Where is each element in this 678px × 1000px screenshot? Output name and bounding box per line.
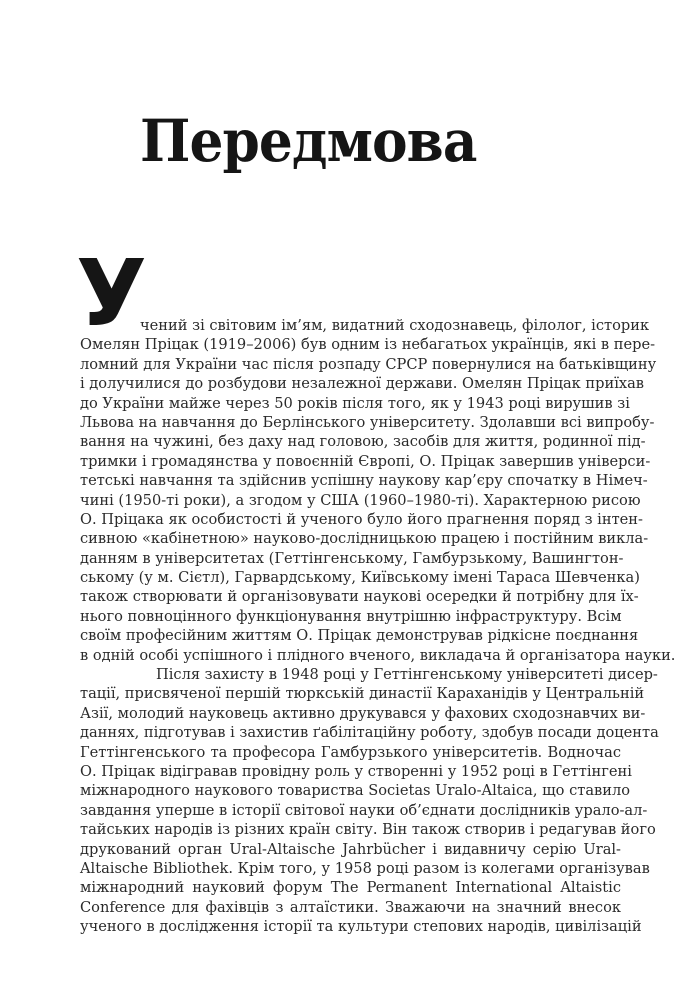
text-line: тайських народів із різних країн світу. Він також створив і редагував його	[80, 821, 656, 839]
text-line: Altaische Bibliothek. Крім того, у 1958 році разом із колегами організував	[80, 859, 650, 877]
text-line: тації, присвяченої першій тюркській династії Караханідів у Центральній	[80, 685, 645, 703]
text-line: Львова на навчання до Берлінського університету. Здолавши всі випробу-	[80, 413, 655, 431]
text-line: даннях, підготував і захистив ґабілітаційну роботу, здобув посади доцента	[80, 724, 659, 742]
text-line: в одній особі успішного і плідного вченого, викладача й організатора науки.	[80, 646, 676, 664]
text-line: і долучилися до розбудови незалежної держави. Омелян Пріцак приїхав	[80, 375, 645, 393]
text-line: Азії, молодий науковець активно друкувався у фахових сходознавчих ви-	[80, 704, 646, 722]
text-line: друкований орган Ural-Altaische Jahrbücher і видавничу серію Ural-	[80, 840, 621, 858]
paragraph-1	[80, 316, 676, 665]
text-line: завдання уперше в історії світової науки об’єднати дослідників урало-ал-	[80, 801, 648, 819]
text-line: також створювати й організовувати наукові осередки й потрібну для їх-	[80, 588, 639, 606]
text-line: ученого в дослідження історії та культури степових народів, цивілізацій	[80, 918, 642, 936]
text-line: вання на чужині, без даху над головою, засобів для життя, родинної під-	[80, 433, 646, 451]
text-line: данням в університетах (Геттінгенському, Гамбурзькому, Вашингтон-	[80, 549, 624, 567]
text-line: Після захисту в 1948 році у Геттінгенському університеті дисер-	[156, 666, 658, 684]
text-line: ломний для України час після розпаду СРСР повернулися на батьківщину	[80, 355, 657, 373]
text-line: чині (1950-ті роки), а згодом у США (1960–1980-ті). Характерною рисою	[80, 491, 641, 509]
text-line: Омелян Пріцак (1919–2006) був одним із небагатьох українців, які в пере-	[80, 336, 656, 354]
text-line: сивною «кабінетною» науково-дослідницькою працею і постійним викла-	[80, 530, 649, 548]
paragraph-2	[80, 665, 659, 936]
text-line: тримки і громадянства у повоєнній Європі, О. Пріцак завершив універси-	[80, 452, 651, 470]
text-line: Геттінгенського та професора Гамбурзького університетів. Водночас	[80, 743, 621, 761]
text-line: міжнародного наукового товариства Societas Uralo-Altaica, що ставило	[80, 782, 631, 800]
text-line: нього повноцінного функціонування внутрішню інфраструктуру. Всім	[80, 607, 622, 625]
body-text	[80, 316, 676, 937]
text-line: чений зі світовим ім’ям, видатний сходознавець, філолог, історик	[140, 317, 650, 334]
text-line: своїм професійним життям О. Пріцак демонстрував рідкісне поєднання	[80, 627, 639, 645]
text-line: міжнародний науковий форум The Permanent International Altaistic	[80, 879, 621, 897]
text-line: Conference для фахівців з алтаїстики. Зважаючи на значний внесок	[80, 898, 621, 916]
text-line: О. Пріцака як особистості й ученого було його прагнення поряд з інтен-	[80, 510, 643, 528]
page-title: Передмова	[140, 107, 477, 175]
drop-cap: У	[76, 240, 147, 347]
text-line: ському (у м. Сієтл), Гарвардському, Київському імені Тараса Шевченка)	[80, 569, 640, 587]
text-line: О. Пріцак відігравав провідну роль у створенні у 1952 році в Геттінгені	[80, 762, 632, 780]
text-line: до України майже через 50 років після того, як у 1943 році вирушив зі	[80, 394, 630, 412]
text-line: тетські навчання та здійснив успішну наукову кар’єру спочатку в Німеч-	[80, 472, 648, 490]
